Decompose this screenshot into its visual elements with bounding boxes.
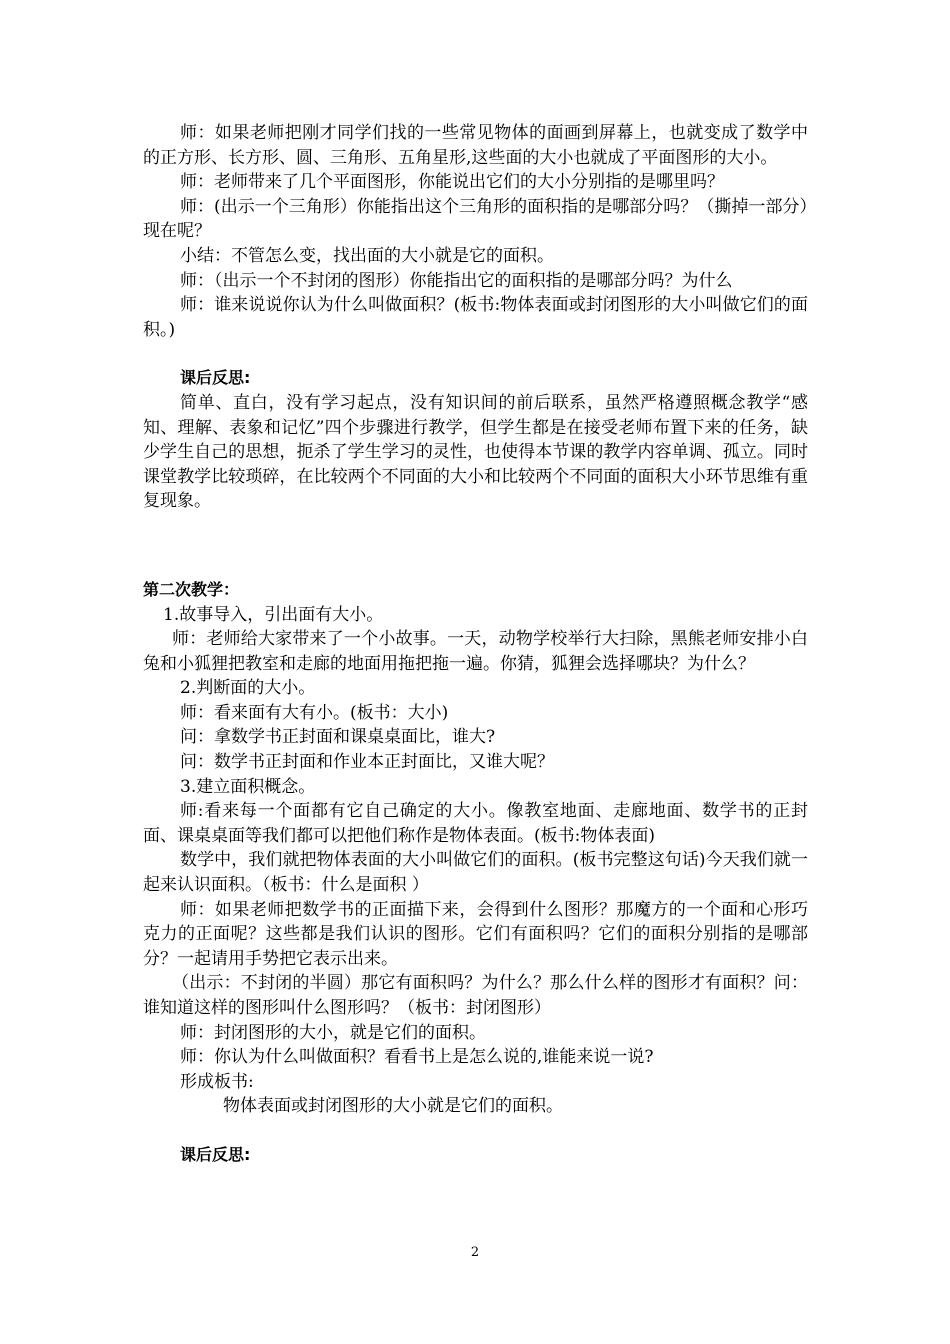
paragraph: 师：(出示一个三角形）你能指出这个三角形的面积指的是哪部分吗？（撕掉一部分）现在呢？ xyxy=(143,196,808,242)
paragraph: 形成板书: xyxy=(180,1071,254,1092)
spacer xyxy=(143,554,808,578)
document-body xyxy=(143,121,808,1168)
paragraph: 师：老师给大家带来了一个小故事。一天，动物学校举行大扫除，黑熊老师安排小白兔和小狐狸把教室和走廊的地面用拖把拖一遍。你猜，狐狸会选择哪块？为什么？ xyxy=(143,629,808,674)
section-heading: 课后反思: xyxy=(180,368,251,388)
paragraph: 师：封闭图形的大小，就是它们的面积。 xyxy=(180,1022,486,1043)
paragraph: 小结：不管怎么变，找出面的大小就是它的面积。 xyxy=(180,245,554,266)
spacer xyxy=(143,1119,808,1143)
paragraph: 师：如果老师把刚才同学们找的一些常见物体的面画到屏幕上，也就变成了数学中的正方形、长方形、圆、三角形、五角星形,这些面的大小也就成了平面图形的大小。 xyxy=(143,123,808,168)
paragraph: 1.故事导入，引出面有大小。 xyxy=(163,604,384,625)
paragraph: 数学中，我们就把物体表面的大小叫做它们的面积。(板书完整这句话)今天我们就一起来认识面积。（板书：什么是面积 ） xyxy=(143,850,808,896)
paragraph: 师：（出示一个不封闭的图形）你能指出它的面积指的是哪部分吗？为什么 xyxy=(180,270,733,291)
paragraph: 问：数学书正封面和作业本正封面比，又谁大呢？ xyxy=(180,752,554,773)
paragraph: 问：拿数学书正封面和课桌桌面比，谁大? xyxy=(180,727,496,748)
paragraph: 2.判断面的大小。 xyxy=(180,678,316,699)
paragraph: 师：如果老师把数学书的正面描下来，会得到什么图形？那魔方的一个面和心形巧克力的正面呢？这些都是我们认识的图形。它们有面积吗？它们的面积分别指的是哪部分？一起请用手势把它表示出来。 xyxy=(143,899,808,969)
section-heading: 第二次教学： xyxy=(143,579,240,599)
paragraph: 师：老师带来了几个平面图形，你能说出它们的大小分别指的是哪里吗？ xyxy=(180,172,724,193)
paragraph: 师:看来每一个面都有它自己确定的大小。像教室地面、走廊地面、数学书的正封面、课桌桌面等我们都可以把他们称作是物体表面。(板书:物体表面) xyxy=(143,801,808,846)
spacer xyxy=(143,514,808,554)
paragraph: 3.建立面积概念。 xyxy=(180,776,316,797)
paragraph: 师：看来面有大有小。(板书：大小) xyxy=(180,702,449,723)
paragraph: 物体表面或封闭图形的大小就是它们的面积。 xyxy=(223,1096,563,1117)
section-heading: 课后反思: xyxy=(180,1144,251,1164)
paragraph: （出示：不封闭的半圆）那它有面积吗？为什么？那么什么样的图形才有面积？问：谁知道这样的图形叫什么图形吗？（板书：封闭图形） xyxy=(143,973,808,1018)
paragraph: 简单、直白，没有学习起点，没有知识间的前后联系，虽然严格遵照概念教学“感知、理解、表象和记忆”四个步骤进行教学，但学生都是在接受老师布置下来的任务，缺少学生自己的思想，扼杀了学生学习的灵性，也使得本节课的教学内容单调、孤立。同时课堂教学比较琐碎，在比较两个不同面的大小和比较两个不同面的面积大小环节思维有重复现象。 xyxy=(143,392,808,512)
spacer xyxy=(143,342,808,366)
paragraph: 师：你认为什么叫做面积？看看书上是怎么说的,谁能来说一说? xyxy=(180,1047,654,1068)
page-number: 2 xyxy=(470,1245,480,1260)
paragraph: 师：谁来说说你认为什么叫做面积？(板书:物体表面或封闭图形的大小叫做它们的面积。) xyxy=(143,295,808,340)
